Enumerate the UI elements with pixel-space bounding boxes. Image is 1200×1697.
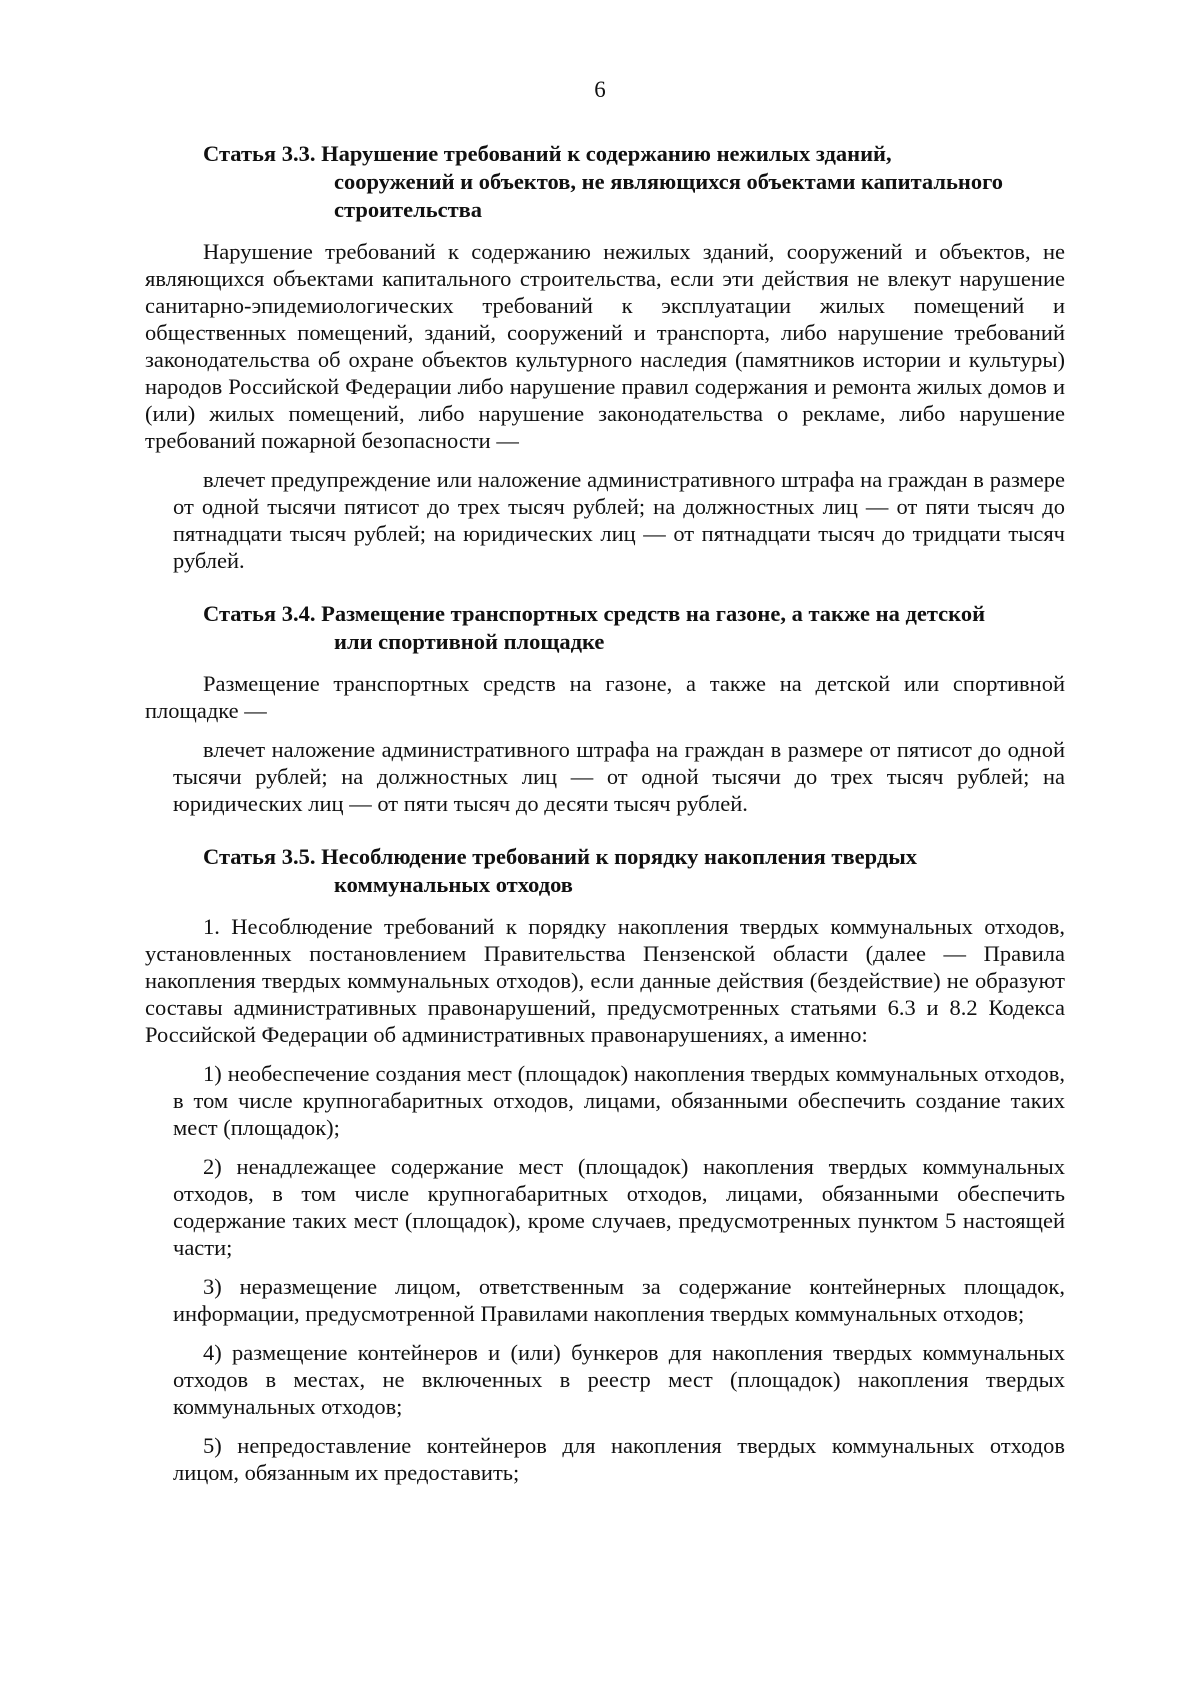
article-title-continuation: или спортивной площадке bbox=[334, 629, 605, 654]
article-title-line: Статья 3.3. Нарушение требований к содержанию нежилых зданий, bbox=[203, 141, 892, 166]
list-item-1: 1) необеспечение создания мест (площадок) накопления твердых коммунальных отходов, в том числе крупногабаритных отходов, лицами, обязанными обеспечить создание таких мест (площадок); bbox=[173, 1061, 1065, 1140]
article-3-3-disposition: Нарушение требований к содержанию нежилых зданий, сооружений и объектов, не являющихся объектами капитального строительства, если эти действия не влекут нарушение санитарно-эпидемиологических требований к эксплуатации жилых помещений и общественных помещений, зданий, сооружений и транспорта, либо нарушение требований законодательства об охране объектов культурного наследия (памятников истории и культуры) народов Российской Федерации либо нарушение правил содержания и ремонта жилых домов и (или) жилых помещений, либо нарушение законодательства о рекламе, либо нарушение требований пожарной безопасности — bbox=[145, 239, 1065, 453]
article-3-4-sanction: влечет наложение административного штрафа на граждан в размере от пятисот до одной тысячи рублей; на должностных лиц — от одной тысячи до трех тысяч рублей; на юридических лиц — от пяти тысяч до десяти тысяч рублей. bbox=[173, 737, 1065, 816]
article-3-5-part-1: 1. Несоблюдение требований к порядку накопления твердых коммунальных отходов, установленных постановлением Правительства Пензенской области (далее — Правила накопления твердых коммунальных отходов), если данные действия (бездействие) не образуют составы административных правонарушений, предусмотренных статьями 6.3 и 8.2 Кодекса Российской Федерации об административных правонарушениях, а именно: bbox=[145, 914, 1065, 1047]
article-3-5-title bbox=[145, 843, 1065, 899]
article-3-4-disposition: Размещение транспортных средств на газоне, а также на детской или спортивной площадке — bbox=[145, 671, 1065, 723]
document-body bbox=[145, 140, 1065, 1486]
article-title-line: Статья 3.4. Размещение транспортных средств на газоне, а также на детской bbox=[203, 601, 986, 626]
article-title-continuation: коммунальных отходов bbox=[334, 872, 573, 897]
list-item-3: 3) неразмещение лицом, ответственным за содержание контейнерных площадок, информации, предусмотренной Правилами накопления твердых коммунальных отходов; bbox=[173, 1274, 1065, 1326]
article-3-3-title bbox=[145, 140, 1065, 224]
page-number: 6 bbox=[594, 77, 606, 102]
list-item-5: 5) непредоставление контейнеров для накопления твердых коммунальных отходов лицом, обязанным их предоставить; bbox=[173, 1433, 1065, 1485]
article-3-3-sanction: влечет предупреждение или наложение административного штрафа на граждан в размере от одной тысячи пятисот до трех тысяч рублей; на должностных лиц — от пяти тысяч до пятнадцати тысяч рублей; на юридических лиц — от пятнадцати тысяч до тридцати тысяч рублей. bbox=[173, 467, 1065, 573]
article-title-line: Статья 3.5. Несоблюдение требований к порядку накопления твердых bbox=[203, 844, 918, 869]
article-3-4-title bbox=[145, 600, 1065, 656]
article-title-continuation: сооружений и объектов, не являющихся объектами капитального строительства bbox=[334, 169, 1003, 222]
list-item-2: 2) ненадлежащее содержание мест (площадок) накопления твердых коммунальных отходов, в том числе крупногабаритных отходов, лицами, обязанными обеспечить содержание таких мест (площадок), кроме случаев, предусмотренных пунктом 5 настоящей части; bbox=[173, 1154, 1065, 1260]
list-item-4: 4) размещение контейнеров и (или) бункеров для накопления твердых коммунальных отходов в местах, не включенных в реестр мест (площадок) накопления твердых коммунальных отходов; bbox=[173, 1340, 1065, 1419]
